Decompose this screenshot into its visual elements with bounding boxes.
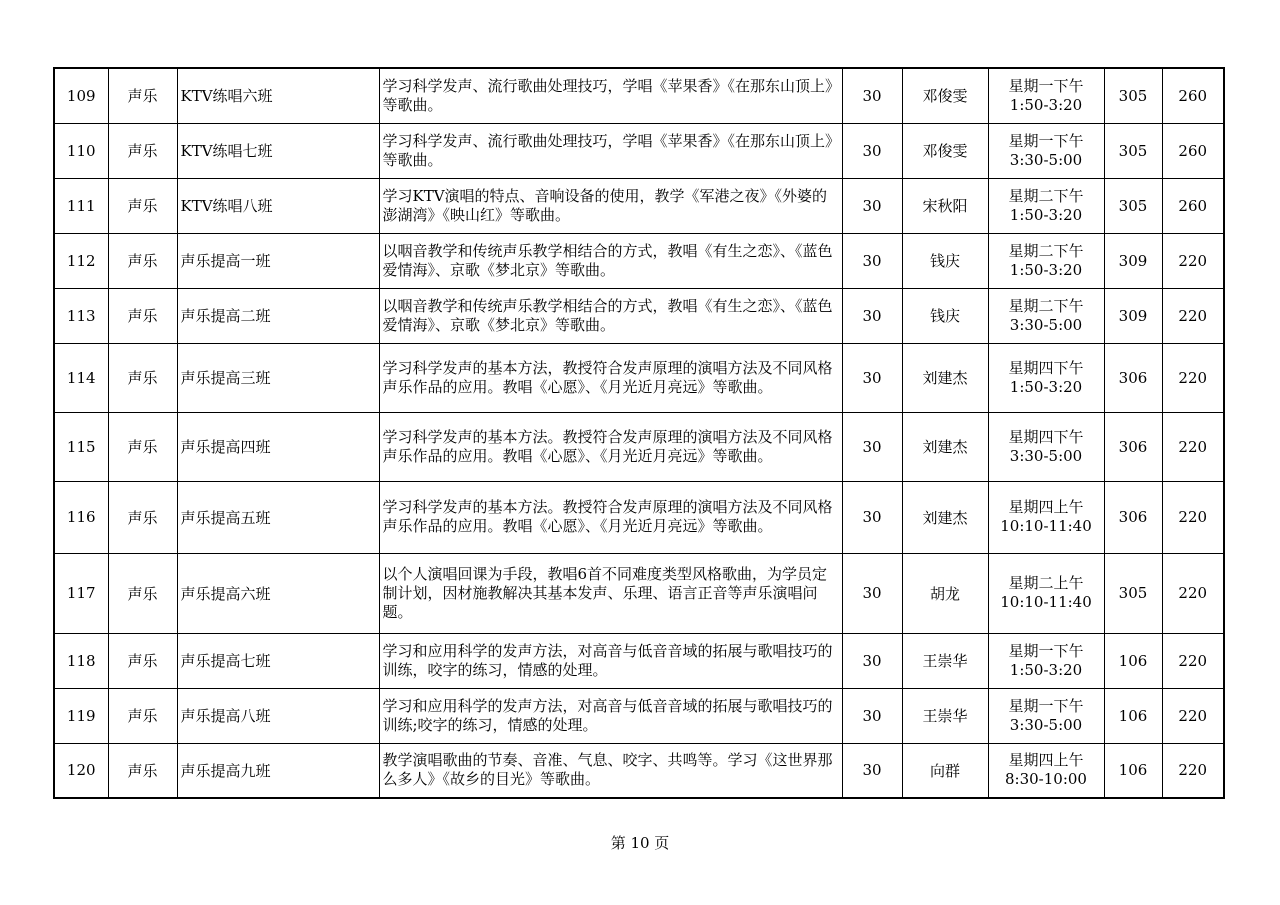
course-category: 声乐 <box>108 288 177 343</box>
course-fee: 260 <box>1162 123 1224 178</box>
course-name: KTV练唱七班 <box>177 123 379 178</box>
course-schedule <box>988 178 1104 233</box>
course-fee: 220 <box>1162 633 1224 688</box>
page-number: 第 10 页 <box>610 834 670 852</box>
course-table-body <box>54 68 1224 798</box>
course-schedule <box>988 553 1104 633</box>
table-row <box>54 688 1224 743</box>
course-name: KTV练唱八班 <box>177 178 379 233</box>
schedule-time: 3:30-5:00 <box>1009 446 1083 465</box>
course-room: 106 <box>1104 633 1162 688</box>
schedule-day: 星期二上午 <box>1008 574 1084 592</box>
course-fee: 220 <box>1162 288 1224 343</box>
course-capacity: 30 <box>842 688 902 743</box>
course-schedule <box>988 743 1104 798</box>
course-teacher: 钱庆 <box>902 288 988 343</box>
course-number: 119 <box>54 688 108 743</box>
course-teacher: 胡龙 <box>902 553 988 633</box>
course-description: 以咽音教学和传统声乐教学相结合的方式，教唱《有生之恋》、《蓝色爱情海》、京歌《梦北京》等歌曲。 <box>379 233 842 288</box>
course-number: 115 <box>54 412 108 481</box>
course-fee: 220 <box>1162 743 1224 798</box>
course-teacher: 王崇华 <box>902 633 988 688</box>
course-capacity: 30 <box>842 481 902 553</box>
schedule-time: 1:50-3:20 <box>1009 260 1083 279</box>
course-category: 声乐 <box>108 343 177 412</box>
schedule-day: 星期四下午 <box>1008 427 1084 446</box>
course-name: 声乐提高五班 <box>177 481 379 553</box>
schedule-day: 星期一下午 <box>1008 641 1084 660</box>
course-number: 110 <box>54 123 108 178</box>
course-room: 305 <box>1104 123 1162 178</box>
course-name: 声乐提高八班 <box>177 688 379 743</box>
course-teacher: 宋秋阳 <box>902 178 988 233</box>
course-room: 305 <box>1104 178 1162 233</box>
table-row <box>54 481 1224 553</box>
schedule-time: 1:50-3:20 <box>1009 205 1083 224</box>
schedule-day: 星期一下午 <box>1008 76 1084 95</box>
course-schedule <box>988 288 1104 343</box>
course-capacity: 30 <box>842 743 902 798</box>
table-row <box>54 68 1224 123</box>
course-schedule <box>988 68 1104 123</box>
course-category: 声乐 <box>108 412 177 481</box>
course-fee: 220 <box>1162 688 1224 743</box>
course-category: 声乐 <box>108 178 177 233</box>
schedule-day: 星期四下午 <box>1008 358 1084 377</box>
course-category: 声乐 <box>108 743 177 798</box>
course-room: 309 <box>1104 288 1162 343</box>
course-category: 声乐 <box>108 553 177 633</box>
course-schedule <box>988 123 1104 178</box>
course-description: 学习科学发声的基本方法。教授符合发声原理的演唱方法及不同风格声乐作品的应用。教唱《心愿》、《月光近月亮远》等歌曲。 <box>379 412 842 481</box>
course-number: 114 <box>54 343 108 412</box>
schedule-day: 星期一下午 <box>1008 696 1084 715</box>
table-row <box>54 288 1224 343</box>
course-teacher: 刘建杰 <box>902 412 988 481</box>
course-capacity: 30 <box>842 412 902 481</box>
course-name: 声乐提高六班 <box>177 553 379 633</box>
course-capacity: 30 <box>842 553 902 633</box>
course-room: 309 <box>1104 233 1162 288</box>
course-fee: 260 <box>1162 68 1224 123</box>
table-row <box>54 633 1224 688</box>
course-room: 306 <box>1104 412 1162 481</box>
table-row <box>54 743 1224 798</box>
schedule-day: 星期四上午 <box>1008 751 1084 770</box>
schedule-time: 1:50-3:20 <box>1009 95 1083 114</box>
course-description: 学习科学发声的基本方法，教授符合发声原理的演唱方法及不同风格声乐作品的应用。教唱《心愿》、《月光近月亮远》等歌曲。 <box>379 343 842 412</box>
course-fee: 220 <box>1162 412 1224 481</box>
course-capacity: 30 <box>842 233 902 288</box>
schedule-day: 星期二下午 <box>1008 296 1084 315</box>
schedule-time: 1:50-3:20 <box>1009 660 1083 679</box>
table-row <box>54 178 1224 233</box>
schedule-time: 3:30-5:00 <box>1009 715 1083 734</box>
course-name: 声乐提高二班 <box>177 288 379 343</box>
course-teacher: 向群 <box>902 743 988 798</box>
course-capacity: 30 <box>842 68 902 123</box>
course-category: 声乐 <box>108 233 177 288</box>
course-room: 106 <box>1104 743 1162 798</box>
course-room: 306 <box>1104 481 1162 553</box>
course-schedule <box>988 412 1104 481</box>
course-category: 声乐 <box>108 68 177 123</box>
course-name: 声乐提高四班 <box>177 412 379 481</box>
schedule-day: 星期四上午 <box>1008 498 1084 516</box>
course-capacity: 30 <box>842 178 902 233</box>
course-number: 113 <box>54 288 108 343</box>
course-schedule <box>988 233 1104 288</box>
course-name: KTV练唱六班 <box>177 68 379 123</box>
course-description: 以个人演唱回课为手段，教唱6首不同难度类型风格歌曲，为学员定制计划，因材施教解决其基本发声、乐理、语言正音等声乐演唱问题。 <box>379 553 842 633</box>
course-number: 116 <box>54 481 108 553</box>
course-room: 106 <box>1104 688 1162 743</box>
course-teacher: 钱庆 <box>902 233 988 288</box>
course-category: 声乐 <box>108 688 177 743</box>
course-teacher: 刘建杰 <box>902 343 988 412</box>
course-fee: 220 <box>1162 481 1224 553</box>
course-teacher: 王崇华 <box>902 688 988 743</box>
course-capacity: 30 <box>842 343 902 412</box>
course-room: 305 <box>1104 553 1162 633</box>
course-capacity: 30 <box>842 288 902 343</box>
course-number: 109 <box>54 68 108 123</box>
course-name: 声乐提高三班 <box>177 343 379 412</box>
course-teacher: 邓俊雯 <box>902 123 988 178</box>
course-schedule <box>988 343 1104 412</box>
course-number: 117 <box>54 553 108 633</box>
course-category: 声乐 <box>108 481 177 553</box>
course-room: 306 <box>1104 343 1162 412</box>
course-table <box>53 67 1225 799</box>
table-row <box>54 233 1224 288</box>
course-description: 学习和应用科学的发声方法，对高音与低音音域的拓展与歌唱技巧的训练;咬字的练习，情感的处理。 <box>379 688 842 743</box>
course-name: 声乐提高九班 <box>177 743 379 798</box>
course-room: 305 <box>1104 68 1162 123</box>
table-row <box>54 412 1224 481</box>
course-fee: 220 <box>1162 553 1224 633</box>
schedule-time: 10:10-11:40 <box>1000 593 1092 611</box>
course-teacher: 刘建杰 <box>902 481 988 553</box>
table-row <box>54 553 1224 633</box>
course-number: 118 <box>54 633 108 688</box>
course-schedule <box>988 688 1104 743</box>
course-fee: 220 <box>1162 343 1224 412</box>
course-name: 声乐提高一班 <box>177 233 379 288</box>
course-description: 学习科学发声、流行歌曲处理技巧，学唱《苹果香》《在那东山顶上》等歌曲。 <box>379 68 842 123</box>
schedule-day: 星期二下午 <box>1008 241 1084 260</box>
schedule-day: 星期一下午 <box>1008 131 1084 150</box>
course-name: 声乐提高七班 <box>177 633 379 688</box>
course-description: 学习和应用科学的发声方法，对高音与低音音域的拓展与歌唱技巧的训练，咬字的练习，情感的处理。 <box>379 633 842 688</box>
schedule-time: 10:10-11:40 <box>1000 517 1092 535</box>
course-fee: 220 <box>1162 233 1224 288</box>
schedule-time: 3:30-5:00 <box>1009 315 1083 334</box>
course-description: 学习KTV演唱的特点、音响设备的使用，教学《军港之夜》《外婆的澎湖湾》《映山红》等歌曲。 <box>379 178 842 233</box>
course-description: 学习科学发声、流行歌曲处理技巧，学唱《苹果香》《在那东山顶上》等歌曲。 <box>379 123 842 178</box>
course-schedule <box>988 481 1104 553</box>
course-teacher: 邓俊雯 <box>902 68 988 123</box>
course-category: 声乐 <box>108 123 177 178</box>
course-description: 学习科学发声的基本方法。教授符合发声原理的演唱方法及不同风格声乐作品的应用。教唱《心愿》、《月光近月亮远》等歌曲。 <box>379 481 842 553</box>
schedule-time: 1:50-3:20 <box>1009 377 1083 396</box>
course-number: 112 <box>54 233 108 288</box>
course-fee: 260 <box>1162 178 1224 233</box>
schedule-time: 8:30-10:00 <box>1005 770 1087 789</box>
course-description: 以咽音教学和传统声乐教学相结合的方式，教唱《有生之恋》、《蓝色爱情海》、京歌《梦北京》等歌曲。 <box>379 288 842 343</box>
course-description: 教学演唱歌曲的节奏、音准、气息、咬字、共鸣等。学习《这世界那么多人》《故乡的目光》等歌曲。 <box>379 743 842 798</box>
course-capacity: 30 <box>842 123 902 178</box>
course-capacity: 30 <box>842 633 902 688</box>
table-row <box>54 343 1224 412</box>
schedule-time: 3:30-5:00 <box>1009 150 1083 169</box>
course-number: 111 <box>54 178 108 233</box>
table-row <box>54 123 1224 178</box>
course-schedule <box>988 633 1104 688</box>
schedule-day: 星期二下午 <box>1008 186 1084 205</box>
course-number: 120 <box>54 743 108 798</box>
course-category: 声乐 <box>108 633 177 688</box>
